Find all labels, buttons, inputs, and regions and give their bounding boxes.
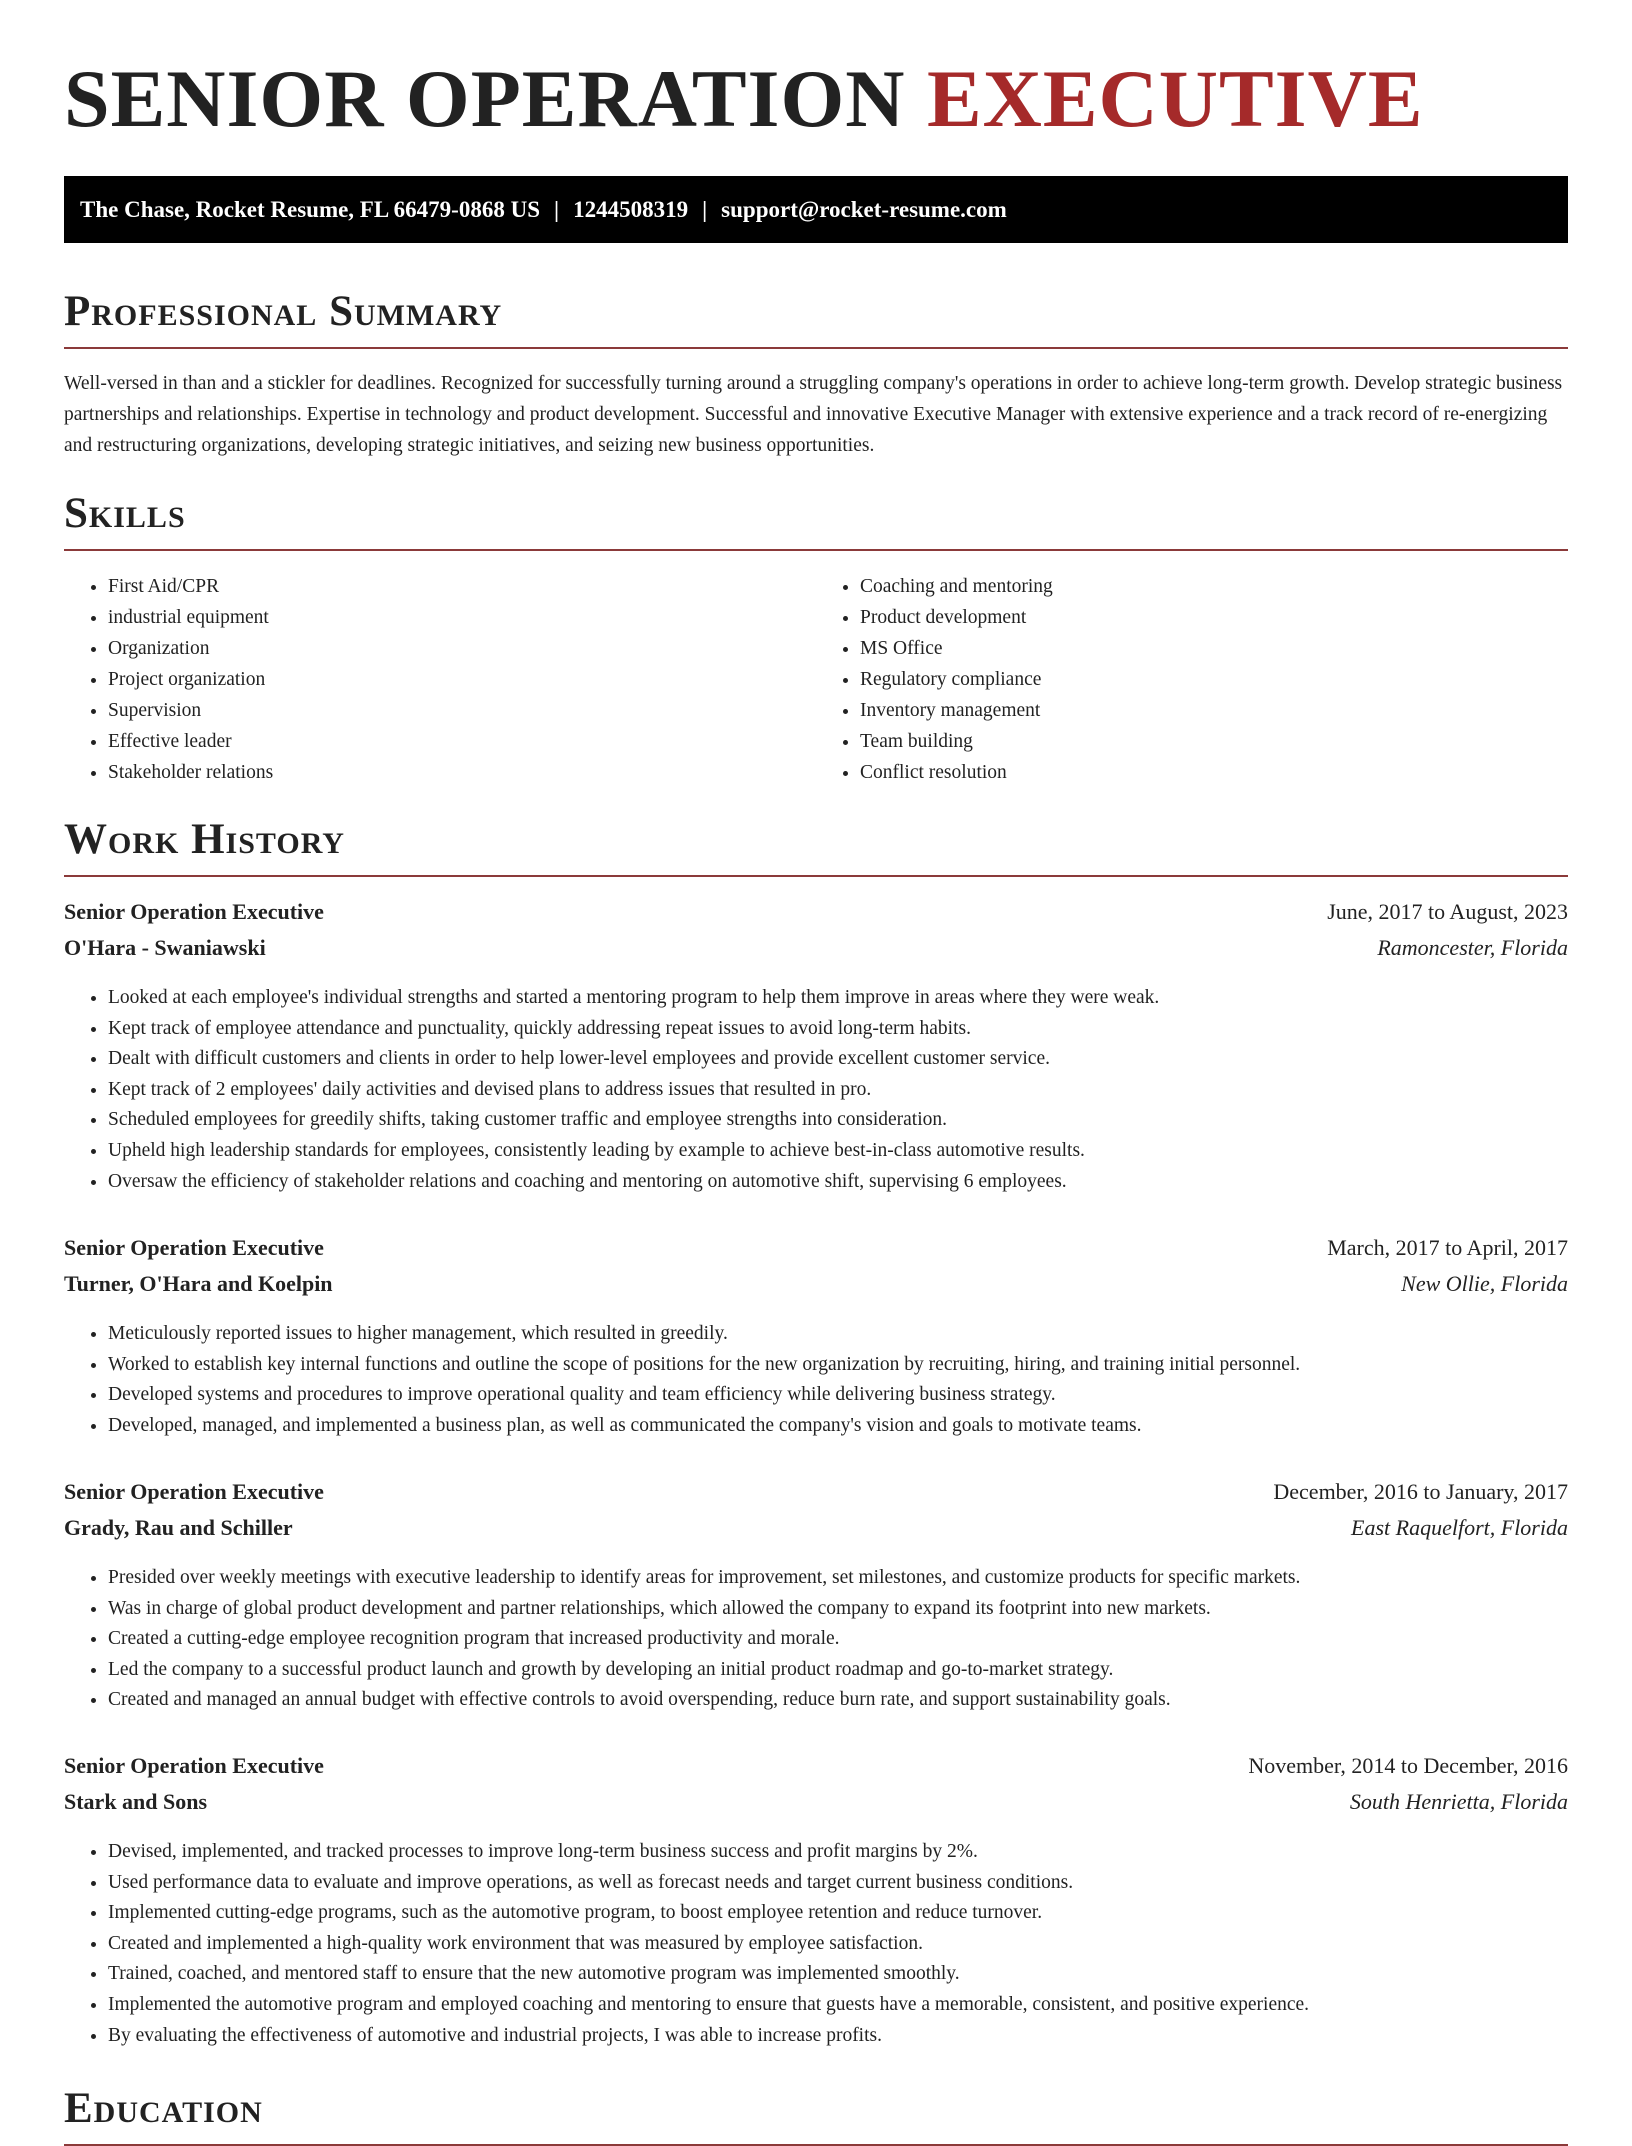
job-duties	[64, 1563, 1568, 1716]
job-duty: • Kept track of 2 employees' daily activities and devised plans to address issues that resulted in pro.	[108, 1075, 1568, 1106]
job-duty: • Implemented cutting-edge programs, such as the automotive program, to boost employee retention and reduce turnover.	[108, 1898, 1568, 1929]
skill-item: • Regulatory compliance	[860, 664, 1568, 695]
job-company: Grady, Rau and Schiller	[64, 1515, 293, 1540]
job-title: Senior Operation Executive	[64, 899, 324, 924]
skill-item: • Effective leader	[108, 726, 816, 757]
job-duty: • Led the company to a successful product launch and growth by developing an initial product roadmap and go-to-market strategy.	[108, 1655, 1568, 1686]
job-duty: • Created a cutting-edge employee recognition program that increased productivity and morale.	[108, 1624, 1568, 1655]
skills-list	[64, 571, 1568, 788]
contact-phone: 1244508319	[573, 197, 689, 222]
skills-column-left	[64, 571, 816, 788]
contact-separator: |	[554, 197, 560, 222]
section-title-education: Education	[64, 2087, 1568, 2146]
job-duty: • Meticulously reported issues to higher management, which resulted in greedily.	[108, 1319, 1568, 1350]
job-dates: March, 2017 to April, 2017	[1327, 1235, 1568, 1260]
contact-separator: |	[702, 197, 708, 222]
job-duty: • Developed systems and procedures to improve operational quality and team efficiency while delivering business strategy.	[108, 1380, 1568, 1411]
job-title: Senior Operation Executive	[64, 1753, 324, 1778]
job-duties	[64, 983, 1568, 1197]
job-company: Stark and Sons	[64, 1789, 208, 1814]
skill-item: • Stakeholder relations	[108, 757, 816, 788]
job-duty: • Was in charge of global product development and partner relationships, which allowed the company to expand its footprint into new markets.	[108, 1594, 1568, 1625]
skill-item: • MS Office	[860, 633, 1568, 664]
skill-item: • Organization	[108, 633, 816, 664]
job-company: Turner, O'Hara and Koelpin	[64, 1271, 333, 1296]
job-entry	[64, 1753, 1568, 2051]
job-duty: • Created and implemented a high-quality work environment that was measured by employee satisfaction.	[108, 1929, 1568, 1960]
job-duty: • Developed, managed, and implemented a business plan, as well as communicated the company's vision and goals to motivate teams.	[108, 1411, 1568, 1442]
name-part-1: SENIOR OPERATION	[64, 53, 906, 144]
skill-item: • First Aid/CPR	[108, 571, 816, 602]
summary-text: Well-versed in than and a stickler for deadlines. Recognized for successfully turning around a struggling company's operations in order to achieve long-term growth. Develop strategic business partnerships and relationships. Expertise in technology and product development. Successful and innovative Executive Manager with extensive experience and a track record of re-energizing and restructuring organizations, developing strategic initiatives, and seizing new business opportunities.	[64, 373, 1563, 456]
skill-item: • Project organization	[108, 664, 816, 695]
job-duty: • Kept track of employee attendance and punctuality, quickly addressing repeat issues to avoid long-term habits.	[108, 1014, 1568, 1045]
job-duty: • Devised, implemented, and tracked processes to improve long-term business success and profit margins by 2%.	[108, 1837, 1568, 1868]
job-duty: • Worked to establish key internal functions and outline the scope of positions for the new organization by recruiting, hiring, and training initial personnel.	[108, 1350, 1568, 1381]
job-title: Senior Operation Executive	[64, 1235, 324, 1260]
contact-address: The Chase, Rocket Resume, FL 66479-0868 US	[80, 197, 540, 222]
job-entry	[64, 1235, 1568, 1441]
job-duty: • Created and managed an annual budget with effective controls to avoid overspending, reduce burn rate, and support sustainability goals.	[108, 1685, 1568, 1716]
job-duty: • Oversaw the efficiency of stakeholder relations and coaching and mentoring on automotive shift, supervising 6 employees.	[108, 1167, 1568, 1198]
skill-item: • Conflict resolution	[860, 757, 1568, 788]
skill-item: • Team building	[860, 726, 1568, 757]
skill-item: • Coaching and mentoring	[860, 571, 1568, 602]
section-title-work-history: Work History	[64, 818, 1568, 877]
skill-item: • industrial equipment	[108, 602, 816, 633]
job-location: New Ollie, Florida	[1401, 1271, 1568, 1296]
job-duty: • By evaluating the effectiveness of automotive and industrial projects, I was able to increase profits.	[108, 2021, 1568, 2052]
contact-email: support@rocket-resume.com	[721, 197, 1007, 222]
job-location: South Henrietta, Florida	[1349, 1789, 1568, 1814]
job-duty: • Presided over weekly meetings with executive leadership to identify areas for improvement, set milestones, and customize products for specific markets.	[108, 1563, 1568, 1594]
job-dates: December, 2016 to January, 2017	[1273, 1479, 1568, 1504]
section-title-skills: Skills	[64, 492, 1568, 551]
contact-bar	[64, 176, 1568, 243]
job-duty: • Scheduled employees for greedily shifts, taking customer traffic and employee strengths into consideration.	[108, 1105, 1568, 1136]
job-duty: • Dealt with difficult customers and clients in order to help lower-level employees and provide excellent customer service.	[108, 1044, 1568, 1075]
job-duties	[64, 1837, 1568, 2051]
job-duty: • Used performance data to evaluate and improve operations, as well as forecast needs and target current business conditions.	[108, 1868, 1568, 1899]
name-part-2: EXECUTIVE	[926, 53, 1424, 144]
job-duty: • Upheld high leadership standards for employees, consistently leading by example to achieve best-in-class automotive results.	[108, 1136, 1568, 1167]
skills-column-right	[816, 571, 1568, 788]
skill-item: • Product development	[860, 602, 1568, 633]
candidate-name	[64, 53, 1424, 144]
job-entry	[64, 899, 1568, 1197]
job-company: O'Hara - Swaniawski	[64, 935, 266, 960]
job-dates: November, 2014 to December, 2016	[1248, 1753, 1568, 1778]
job-duty: • Trained, coached, and mentored staff to ensure that the new automotive program was implemented smoothly.	[108, 1959, 1568, 1990]
job-duty: • Looked at each employee's individual strengths and started a mentoring program to help them improve in areas where they were weak.	[108, 983, 1568, 1014]
skill-item: • Inventory management	[860, 695, 1568, 726]
job-duty: • Implemented the automotive program and employed coaching and mentoring to ensure that guests have a memorable, consistent, and positive experience.	[108, 1990, 1568, 2021]
job-duties	[64, 1319, 1568, 1441]
job-entry	[64, 1479, 1568, 1716]
job-title: Senior Operation Executive	[64, 1479, 324, 1504]
job-dates: June, 2017 to August, 2023	[1327, 899, 1568, 924]
section-title-summary: Professional Summary	[64, 290, 1568, 349]
job-location: East Raquelfort, Florida	[1351, 1515, 1568, 1540]
skill-item: • Supervision	[108, 695, 816, 726]
job-location: Ramoncester, Florida	[1377, 935, 1568, 960]
